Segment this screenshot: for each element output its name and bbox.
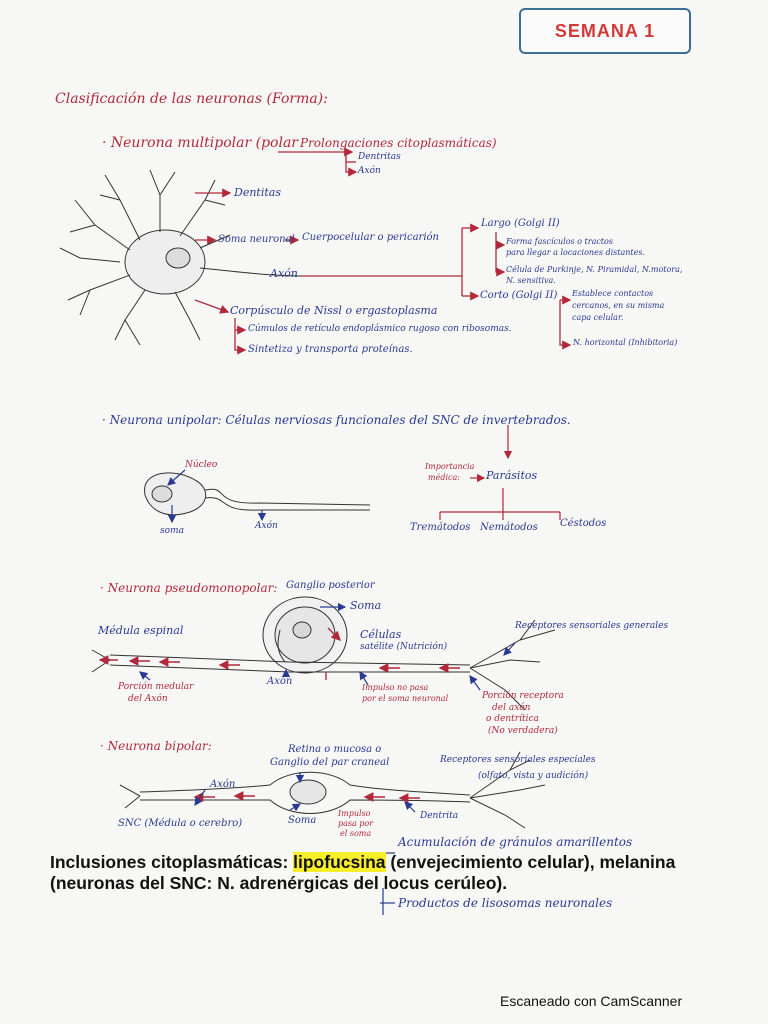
posterior-ganglion: Ganglio posterior: [286, 580, 375, 591]
golgi-short-example: N. horizontal (Inhibitoria): [573, 338, 678, 347]
receptor-portion-1: Porción receptora: [482, 691, 564, 701]
bipolar-location-2: Ganglio del par craneal: [270, 757, 390, 768]
general-receptors: Receptores sensoriales generales: [515, 621, 669, 631]
multipolar-axon-label: Axón: [270, 267, 298, 280]
parasites: Parásitos: [486, 469, 538, 482]
multipolar-soma-label: Soma neuronal: [218, 234, 295, 245]
receptor-portion-3: o dentrítica: [486, 714, 539, 724]
bipolar-impulse-2: pasa por: [338, 819, 374, 828]
nissl-desc-1: Cúmulos de retículo endoplásmico rugoso con ribosomas.: [248, 324, 512, 334]
medullary-portion-2: del Axón: [128, 694, 168, 704]
impulse-note-1: Impulso no pasa: [362, 683, 429, 692]
unipolar-heading: · Neurona unipolar: Células nerviosas funcionales del SNC de invertebrados.: [102, 413, 571, 427]
page-title: Clasificación de las neuronas (Forma):: [55, 91, 328, 107]
inclusions-line-2: (neuronas del SNC: N. adrenérgicas del locus cerúleo).: [50, 873, 508, 894]
bipolar-soma: Soma: [288, 815, 317, 826]
unipolar-nucleus: Núcleo: [185, 460, 218, 470]
bipolar-impulse-3: el soma: [340, 829, 372, 838]
special-receptors-2: (olfato, vista y audición): [478, 771, 589, 781]
receptor-portion-2: del axón: [492, 703, 531, 713]
golgi-long-desc-1: Forma fascículos o tractos: [506, 237, 613, 246]
golgi-long: Largo (Golgi II): [481, 218, 560, 229]
golgi-long-desc-2: para llegar a locaciones distantes.: [506, 248, 645, 257]
inclusions-text: [50, 852, 755, 895]
multipolar-heading: · Neurona multipolar (polar: [102, 135, 298, 151]
special-receptors-1: Receptores sensoriales especiales: [440, 755, 596, 765]
golgi-short: Corto (Golgi II): [480, 290, 558, 301]
unipolar-axon: Axón: [255, 521, 278, 531]
satellite-cells-2: satélite (Nutrición): [360, 642, 448, 652]
importance-label-2: médica:: [428, 473, 460, 482]
pseudo-axon: Axón: [267, 676, 293, 687]
multipolar-cell-body: Cuerpocelular o pericarión: [302, 232, 439, 243]
pseudo-soma: Soma: [350, 599, 382, 612]
golgi-short-desc-3: capa celular.: [572, 313, 624, 322]
inclusions-prefix: Inclusiones citoplasmáticas:: [50, 852, 294, 872]
unipolar-neuron-drawing: [145, 473, 370, 515]
lipofuscin-highlight: lipofucsina: [293, 852, 386, 872]
trematodes: Tremátodos: [410, 522, 471, 533]
importance-label-1: Importancia: [425, 462, 475, 471]
bipolar-cns: SNC (Médula o cerebro): [118, 818, 243, 829]
bipolar-dendrite: Dentrita: [420, 811, 459, 821]
bipolar-location-1: Retina o mucosa o: [288, 744, 382, 755]
inclusions-line-1-rest: (envejecimiento celular), melanina: [385, 852, 676, 872]
satellite-cells-1: Células: [360, 628, 402, 641]
week-badge-label: SEMANA 1: [554, 20, 656, 41]
inclusions-line-1: [50, 852, 755, 873]
bipolar-axon: Axón: [210, 779, 236, 790]
nissl-bodies: Corpúsculo de Nissl o ergastoplasma: [230, 304, 438, 317]
spinal-cord: Médula espinal: [98, 624, 184, 637]
nissl-desc-2: Sintetiza y transporta proteínas.: [248, 344, 413, 355]
multipolar-dendrites-label: Dentitas: [234, 186, 281, 199]
golgi-long-examples-2: N. sensitiva.: [506, 276, 556, 285]
impulse-note-2: por el soma neuronal: [362, 694, 449, 703]
golgi-short-desc-2: cercanos, en su misma: [572, 301, 665, 310]
scanner-watermark: Escaneado con CamScanner: [500, 993, 683, 1009]
golgi-long-examples-1: Célula de Purkinje, N. Piramidal, N.motora,: [506, 265, 683, 274]
multipolar-dendrites-small: Dentritas: [358, 152, 401, 162]
golgi-short-desc-1: Establece contactos: [572, 289, 654, 298]
annotation-yellow-granules: Acumulación de gránulos amarillentos: [398, 835, 633, 849]
bipolar-heading: · Neurona bipolar:: [100, 739, 212, 753]
bipolar-impulse-1: Impulso: [338, 809, 371, 818]
multipolar-prolongations: Prolongaciones citoplasmáticas): [300, 136, 497, 150]
annotation-lysosome-products: Productos de lisosomas neuronales: [398, 896, 613, 910]
pseudounipolar-heading: · Neurona pseudomonopolar:: [100, 581, 278, 595]
medullary-portion-1: Porción medular: [118, 682, 194, 692]
cestodes: Céstodos: [560, 518, 607, 529]
nematodes: Nemátodos: [480, 522, 538, 533]
receptor-portion-4: (No verdadera): [488, 726, 558, 736]
multipolar-axon-small: Axón: [358, 166, 381, 176]
unipolar-soma: soma: [160, 526, 184, 536]
